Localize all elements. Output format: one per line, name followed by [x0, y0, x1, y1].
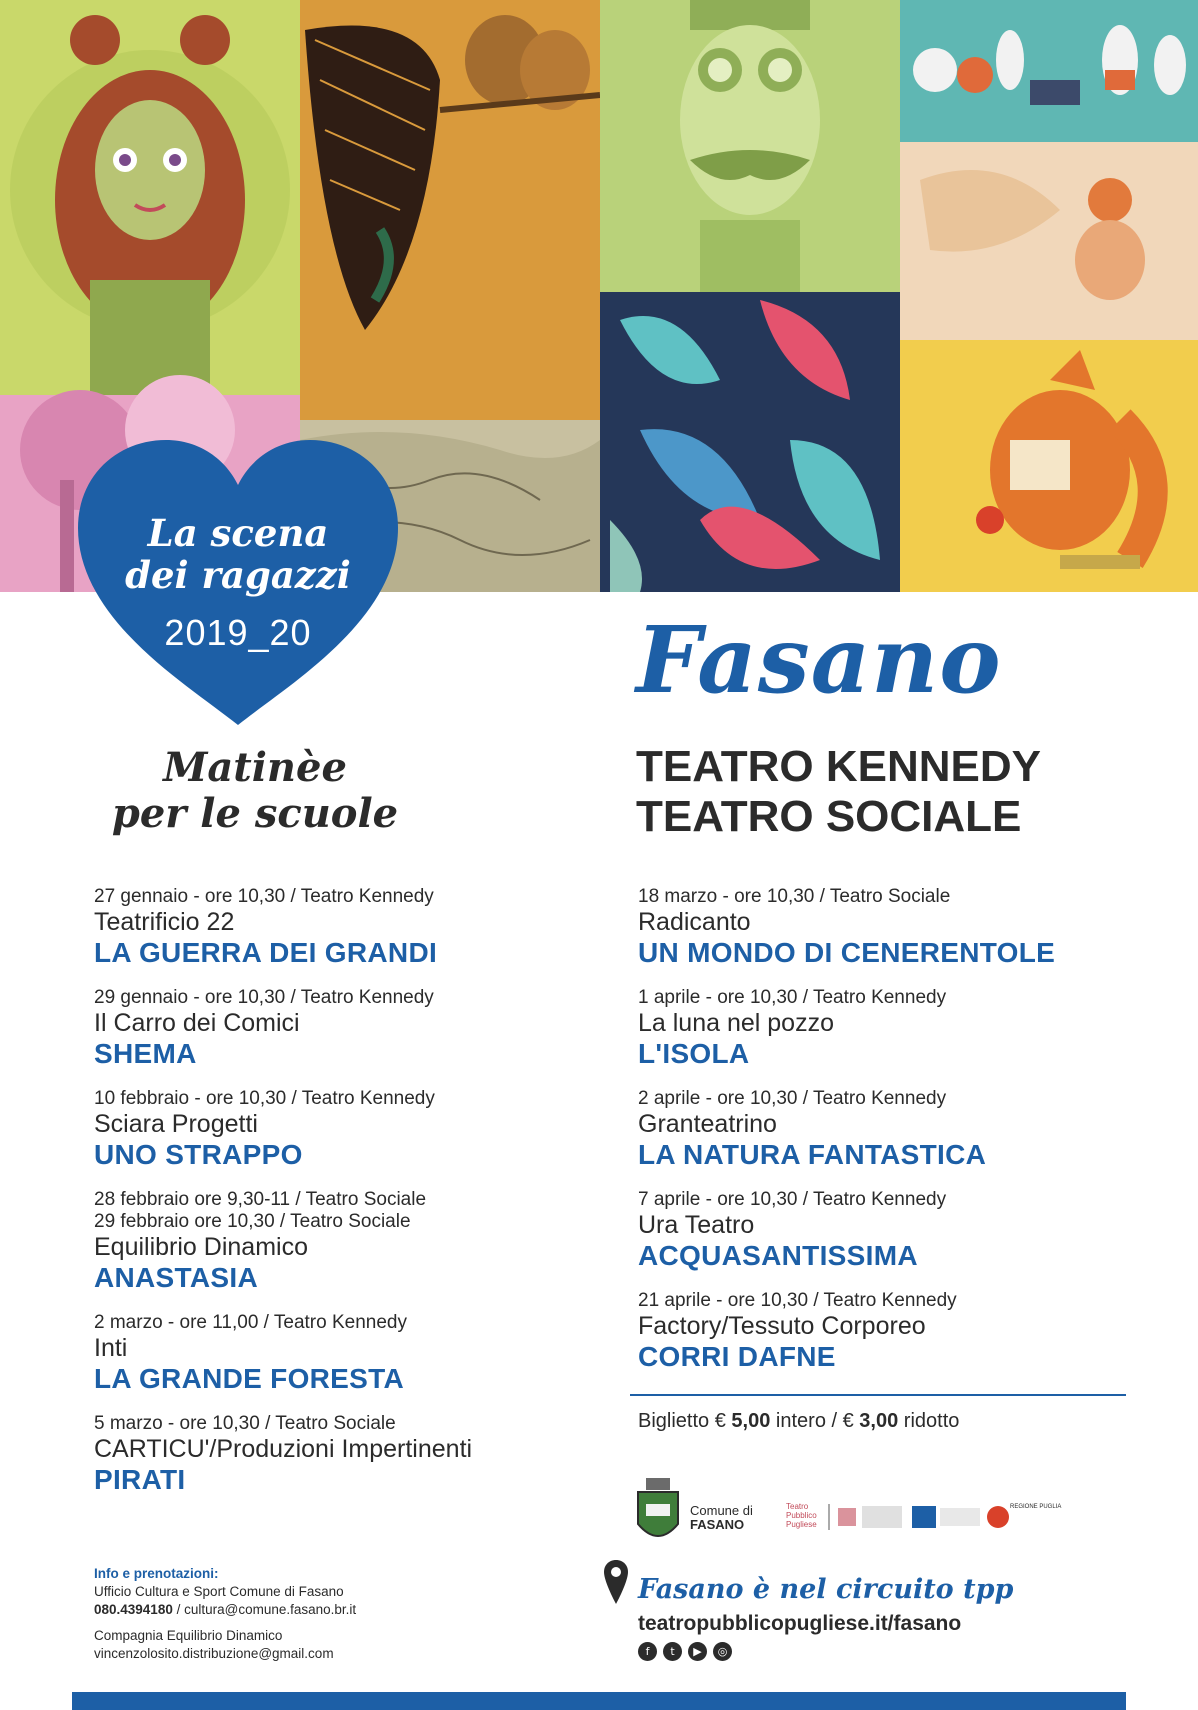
event-company: Radicanto [638, 908, 751, 936]
heart-year: 2019_20 [164, 612, 312, 653]
event-title: UNO STRAPPO [94, 1139, 303, 1170]
event-item [638, 1189, 1158, 1272]
comune-logo-text [690, 1504, 753, 1532]
event-company: La luna nel pozzo [638, 1009, 834, 1037]
tpp-line3: Pugliese [786, 1520, 817, 1529]
info-block [94, 1565, 534, 1663]
event-item [94, 886, 614, 969]
event-company: Ura Teatro [638, 1211, 755, 1239]
event-date-second: 29 febbraio ore 10,30 / Teatro Sociale [94, 1211, 411, 1232]
website-link[interactable]: teatropubblicopugliese.it/fasano [638, 1612, 962, 1635]
venue-line1: TEATRO KENNEDY [636, 742, 1041, 791]
event-item [638, 886, 1158, 969]
events-right [638, 886, 1158, 1391]
social-links [638, 1642, 732, 1661]
venue-line2: TEATRO SOCIALE [636, 792, 1022, 841]
info-company: Compagnia Equilibrio Dinamico [94, 1628, 283, 1643]
event-company: Il Carro dei Comici [94, 1009, 300, 1037]
heart-title-line1: La scena [147, 511, 329, 555]
event-title: L'ISOLA [638, 1038, 750, 1069]
info-phone: 080.4394180 [94, 1602, 173, 1617]
event-title: CORRI DAFNE [638, 1341, 836, 1372]
event-date: 21 aprile - ore 10,30 / Teatro Kennedy [638, 1290, 957, 1311]
event-item [94, 1088, 614, 1171]
instagram-icon[interactable]: ◎ [713, 1642, 732, 1661]
sponsor-logos [628, 1478, 1078, 1552]
event-item [94, 1413, 614, 1496]
event-title: LA GUERRA DEI GRANDI [94, 937, 438, 968]
event-date: 28 febbraio ore 9,30-11 / Teatro Sociale [94, 1189, 427, 1210]
event-date: 1 aprile - ore 10,30 / Teatro Kennedy [638, 987, 947, 1008]
info-company-email: vincenzolosito.distribuzione@gmail.com [94, 1646, 334, 1661]
tpp-line2: Pubblico [786, 1511, 817, 1520]
event-company: Granteatrino [638, 1110, 777, 1138]
event-company: Equilibrio Dinamico [94, 1233, 308, 1261]
info-heading: Info e prenotazioni: [94, 1566, 219, 1581]
circuit-tagline: Fasano è nel circuito tpp [638, 1574, 1014, 1605]
info-office: Ufficio Cultura e Sport Comune di Fasano [94, 1584, 344, 1599]
event-title: ACQUASANTISSIMA [638, 1240, 918, 1271]
bottom-bar [72, 1692, 1126, 1710]
city-title: Fasano [636, 606, 1002, 714]
event-item [94, 1189, 614, 1294]
subtitle [90, 745, 420, 837]
twitter-icon[interactable]: t [663, 1642, 682, 1661]
location-pin-icon [604, 1560, 628, 1604]
ticket-reduced-label: ridotto [903, 1410, 960, 1432]
event-item [94, 987, 614, 1070]
ticket-full-price: 5,00 [731, 1410, 771, 1432]
event-title: PIRATI [94, 1464, 186, 1495]
comune-line1: Comune di [690, 1503, 753, 1518]
ticket-full-label: intero / € [775, 1410, 854, 1432]
tpp-line1: Teatro [786, 1502, 809, 1511]
event-title: LA GRANDE FORESTA [94, 1363, 404, 1394]
event-item [94, 1312, 614, 1395]
ticket-reduced-price: 3,00 [859, 1410, 899, 1432]
event-date: 7 aprile - ore 10,30 / Teatro Kennedy [638, 1189, 947, 1210]
info-email: / cultura@comune.fasano.br.it [176, 1602, 357, 1617]
event-date: 2 marzo - ore 11,00 / Teatro Kennedy [94, 1312, 407, 1333]
event-company: Teatrificio 22 [94, 908, 235, 936]
heart-title-line2: dei ragazzi [125, 553, 351, 597]
event-date: 29 gennaio - ore 10,30 / Teatro Kennedy [94, 987, 434, 1008]
ticket-prices [638, 1410, 959, 1433]
event-company: CARTICU'/Produzioni Impertinenti [94, 1435, 473, 1463]
fasano-crest-icon [628, 1478, 688, 1552]
info-contact [94, 1601, 534, 1619]
subtitle-line2: per le scuole [111, 790, 399, 837]
subtitle-line1: Matinèe [163, 744, 347, 791]
event-title: SHEMA [94, 1038, 197, 1069]
comune-line2: FASANO [690, 1517, 745, 1532]
event-date: 10 febbraio - ore 10,30 / Teatro Kennedy [94, 1088, 435, 1109]
facebook-icon[interactable]: f [638, 1642, 657, 1661]
event-date: 27 gennaio - ore 10,30 / Teatro Kennedy [94, 886, 434, 907]
event-company: Sciara Progetti [94, 1110, 258, 1138]
event-item [638, 1290, 1158, 1373]
event-title: ANASTASIA [94, 1262, 258, 1293]
event-date: 5 marzo - ore 10,30 / Teatro Sociale [94, 1413, 396, 1434]
youtube-icon[interactable]: ▶ [688, 1642, 707, 1661]
event-item [638, 987, 1158, 1070]
heart-text [78, 512, 398, 654]
event-company: Factory/Tessuto Corporeo [638, 1312, 926, 1340]
event-date: 2 aprile - ore 10,30 / Teatro Kennedy [638, 1088, 947, 1109]
event-title: UN MONDO DI CENERENTOLE [638, 937, 1056, 968]
divider [630, 1394, 1126, 1396]
event-title: LA NATURA FANTASTICA [638, 1139, 987, 1170]
ticket-prefix: Biglietto € [638, 1410, 726, 1432]
events-left [94, 886, 614, 1514]
tpp-logo-text [786, 1502, 817, 1529]
event-company: Inti [94, 1334, 128, 1362]
venues-heading [636, 742, 1041, 842]
regione-logo-text: REGIONE PUGLIA [1010, 1504, 1062, 1510]
event-item [638, 1088, 1158, 1171]
event-date: 18 marzo - ore 10,30 / Teatro Sociale [638, 886, 951, 907]
